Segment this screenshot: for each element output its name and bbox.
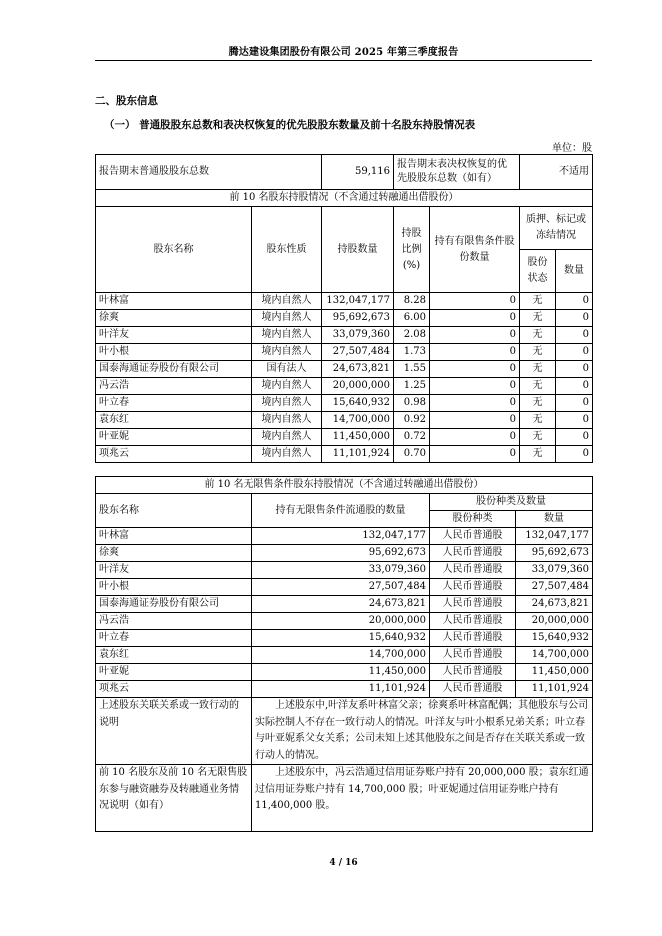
holder-name: 叶小根 — [96, 579, 252, 596]
holder-name: 项兆云 — [96, 681, 252, 698]
relation-note-text: 上述股东中,叶洋友系叶林富父亲；徐爽系叶林富配偶；其他股东与公司实际控制人不存在一致行动人的情况。叶洋友与叶小根系兄弟关系；叶立春与叶亚妮系父女关系；公司未知上述其他股东之间是否存在关联关系或一致行动人的情况。 — [252, 698, 593, 765]
col-header-held: 持有无限售条件流通股的数量 — [252, 494, 430, 528]
page-number: 4 / 16 — [329, 858, 358, 868]
table-row — [96, 528, 593, 545]
margin-note-label: 前 10 名股东及前 10 名无限售股东参与融资融券及转融通业务情况说明（如有） — [96, 765, 252, 832]
col-header-pledge-qty: 数量 — [556, 250, 593, 293]
holder-shares: 11,101,924 — [322, 446, 394, 463]
table-row — [96, 562, 593, 579]
holder-qty: 11,450,000 — [516, 664, 593, 681]
holder-qty: 11,101,924 — [516, 681, 593, 698]
holder-kind: 人民币普通股 — [430, 630, 516, 647]
holder-name: 叶亚妮 — [96, 429, 252, 446]
holder-status: 无 — [520, 361, 556, 378]
holder-name: 叶小根 — [96, 344, 252, 361]
holder-restricted: 0 — [430, 310, 520, 327]
holder-name: 叶洋友 — [96, 562, 252, 579]
holder-qty: 20,000,000 — [516, 613, 593, 630]
table-row — [96, 664, 593, 681]
table-row — [96, 579, 593, 596]
holder-kind: 人民币普通股 — [430, 613, 516, 630]
holder-kind: 人民币普通股 — [430, 545, 516, 562]
holder-status: 无 — [520, 310, 556, 327]
holder-name: 叶立春 — [96, 630, 252, 647]
holder-ratio: 0.98 — [394, 395, 430, 412]
margin-note-row — [96, 765, 593, 832]
holder-qty: 132,047,177 — [516, 528, 593, 545]
holder-name: 叶洋友 — [96, 327, 252, 344]
holder-nature: 境内自然人 — [252, 293, 322, 310]
top10-shareholders-table — [95, 154, 593, 463]
holder-restricted: 0 — [430, 327, 520, 344]
table-row — [96, 361, 593, 378]
table-row — [96, 395, 593, 412]
holder-restricted: 0 — [430, 395, 520, 412]
holder-qty: 0 — [556, 361, 593, 378]
page-header: 腾达建设集团股份有限公司 2025 年第三季度报告 — [228, 47, 459, 58]
holder-qty: 0 — [556, 412, 593, 429]
holder-nature: 境内自然人 — [252, 446, 322, 463]
holder-ratio: 1.55 — [394, 361, 430, 378]
holder-name: 袁东红 — [96, 647, 252, 664]
holder-held: 11,450,000 — [252, 664, 430, 681]
holder-qty: 0 — [556, 446, 593, 463]
holder-status: 无 — [520, 327, 556, 344]
holder-nature: 境内自然人 — [252, 344, 322, 361]
table-row — [96, 412, 593, 429]
holder-restricted: 0 — [430, 293, 520, 310]
unrestricted-shareholders-table — [95, 476, 593, 832]
holder-nature: 境内自然人 — [252, 378, 322, 395]
holder-qty: 0 — [556, 293, 593, 310]
holder-held: 27,507,484 — [252, 579, 430, 596]
holder-restricted: 0 — [430, 361, 520, 378]
pref-holders-value: 不适用 — [520, 155, 593, 190]
holder-kind: 人民币普通股 — [430, 596, 516, 613]
table-row — [96, 545, 593, 562]
holder-shares: 27,507,484 — [322, 344, 394, 361]
table-row — [96, 327, 593, 344]
col-header-shares: 持股数量 — [322, 207, 394, 293]
holder-name: 叶立春 — [96, 395, 252, 412]
holder-shares: 20,000,000 — [322, 378, 394, 395]
holder-held: 15,640,932 — [252, 630, 430, 647]
holder-ratio: 0.70 — [394, 446, 430, 463]
holder-kind: 人民币普通股 — [430, 664, 516, 681]
top10-section-label: 前 10 名股东持股情况（不含通过转融通出借股份） — [96, 190, 593, 207]
holder-name: 袁东红 — [96, 412, 252, 429]
col-header-kind-qty: 股份种类及数量 — [430, 494, 593, 511]
col-header-restricted: 持有有限售条件股份数量 — [430, 207, 520, 293]
table-row — [96, 596, 593, 613]
margin-note-text: 上述股东中，冯云浩通过信用证券账户持有 20,000,000 股；袁东红通过信用证券账户持有 14,700,000 股；叶亚妮通过信用证券账户持有 11,400,000 股。 — [252, 765, 593, 832]
holder-shares: 95,692,673 — [322, 310, 394, 327]
holder-shares: 33,079,360 — [322, 327, 394, 344]
holder-ratio: 1.73 — [394, 344, 430, 361]
holder-restricted: 0 — [430, 378, 520, 395]
total-holders-label: 报告期末普通股股东总数 — [96, 155, 322, 190]
holder-name: 徐爽 — [96, 310, 252, 327]
holder-name: 国泰海通证券股份有限公司 — [96, 361, 252, 378]
unrestricted-section-label: 前 10 名无限售条件股东持股情况（不含通过转融通出借股份） — [96, 477, 593, 494]
holder-qty: 0 — [556, 327, 593, 344]
col-header-pledge-status: 股份状态 — [520, 250, 556, 293]
holder-ratio: 1.25 — [394, 378, 430, 395]
holder-name: 叶林富 — [96, 528, 252, 545]
holder-nature: 境内自然人 — [252, 412, 322, 429]
holder-shares: 132,047,177 — [322, 293, 394, 310]
holder-kind: 人民币普通股 — [430, 647, 516, 664]
relation-note-label: 上述股东关联关系或一致行动的说明 — [96, 698, 252, 765]
holder-restricted: 0 — [430, 412, 520, 429]
holder-qty: 15,640,932 — [516, 630, 593, 647]
col-header-pledge: 质押、标记或冻结情况 — [520, 207, 593, 250]
holder-shares: 14,700,000 — [322, 412, 394, 429]
relation-note-row — [96, 698, 593, 765]
holder-status: 无 — [520, 344, 556, 361]
col-header-name: 股东名称 — [96, 494, 252, 528]
table-row — [96, 446, 593, 463]
holder-nature: 国有法人 — [252, 361, 322, 378]
col-header-qty: 数量 — [516, 511, 593, 528]
holder-status: 无 — [520, 412, 556, 429]
holder-nature: 境内自然人 — [252, 395, 322, 412]
table-row — [96, 630, 593, 647]
holder-name: 叶亚妮 — [96, 664, 252, 681]
holder-shares: 11,450,000 — [322, 429, 394, 446]
col-header-nature: 股东性质 — [252, 207, 322, 293]
holder-status: 无 — [520, 378, 556, 395]
table-row — [96, 429, 593, 446]
pref-holders-label: 报告期末表决权恢复的优先股股东总数（如有） — [394, 155, 520, 190]
holder-ratio: 8.28 — [394, 293, 430, 310]
holder-held: 20,000,000 — [252, 613, 430, 630]
table-row — [96, 378, 593, 395]
section-title: 二、股东信息 — [95, 95, 158, 107]
holder-nature: 境内自然人 — [252, 429, 322, 446]
unit-label: 单位：股 — [552, 143, 592, 154]
holder-qty: 0 — [556, 395, 593, 412]
holder-nature: 境内自然人 — [252, 327, 322, 344]
col-header-kind: 股份种类 — [430, 511, 516, 528]
holder-held: 33,079,360 — [252, 562, 430, 579]
table-row — [96, 647, 593, 664]
holder-qty: 24,673,821 — [516, 596, 593, 613]
holder-qty: 95,692,673 — [516, 545, 593, 562]
total-holders-value: 59,116 — [322, 155, 394, 190]
table-row — [96, 681, 593, 698]
holder-held: 14,700,000 — [252, 647, 430, 664]
holder-name: 冯云浩 — [96, 378, 252, 395]
holder-shares: 24,673,821 — [322, 361, 394, 378]
holder-status: 无 — [520, 446, 556, 463]
holder-name: 国泰海通证券股份有限公司 — [96, 596, 252, 613]
holder-name: 项兆云 — [96, 446, 252, 463]
holder-status: 无 — [520, 429, 556, 446]
holder-nature: 境内自然人 — [252, 310, 322, 327]
holder-ratio: 0.72 — [394, 429, 430, 446]
holder-ratio: 2.08 — [394, 327, 430, 344]
holder-held: 95,692,673 — [252, 545, 430, 562]
holder-qty: 0 — [556, 344, 593, 361]
table-row — [96, 344, 593, 361]
holder-qty: 33,079,360 — [516, 562, 593, 579]
holder-name: 冯云浩 — [96, 613, 252, 630]
summary-row — [96, 155, 593, 190]
holder-qty: 0 — [556, 310, 593, 327]
holder-held: 11,101,924 — [252, 681, 430, 698]
col-header-ratio: 持股比例(%) — [394, 207, 430, 293]
holder-kind: 人民币普通股 — [430, 579, 516, 596]
holder-restricted: 0 — [430, 446, 520, 463]
holder-kind: 人民币普通股 — [430, 528, 516, 545]
table-row — [96, 293, 593, 310]
holder-name: 叶林富 — [96, 293, 252, 310]
holder-qty: 0 — [556, 429, 593, 446]
holder-name: 徐爽 — [96, 545, 252, 562]
table-row — [96, 310, 593, 327]
holder-held: 24,673,821 — [252, 596, 430, 613]
subsection-title: （一） 普通股股东总数和表决权恢复的优先股股东数量及前十名股东持股情况表 — [104, 119, 476, 131]
holder-shares: 15,640,932 — [322, 395, 394, 412]
holder-qty: 27,507,484 — [516, 579, 593, 596]
holder-qty: 0 — [556, 378, 593, 395]
holder-status: 无 — [520, 293, 556, 310]
holder-kind: 人民币普通股 — [430, 681, 516, 698]
holder-restricted: 0 — [430, 344, 520, 361]
header-divider — [95, 60, 592, 61]
holder-qty: 14,700,000 — [516, 647, 593, 664]
holder-status: 无 — [520, 395, 556, 412]
holder-restricted: 0 — [430, 429, 520, 446]
holder-ratio: 6.00 — [394, 310, 430, 327]
table-row — [96, 613, 593, 630]
col-header-name: 股东名称 — [96, 207, 252, 293]
holder-held: 132,047,177 — [252, 528, 430, 545]
holder-ratio: 0.92 — [394, 412, 430, 429]
holder-kind: 人民币普通股 — [430, 562, 516, 579]
